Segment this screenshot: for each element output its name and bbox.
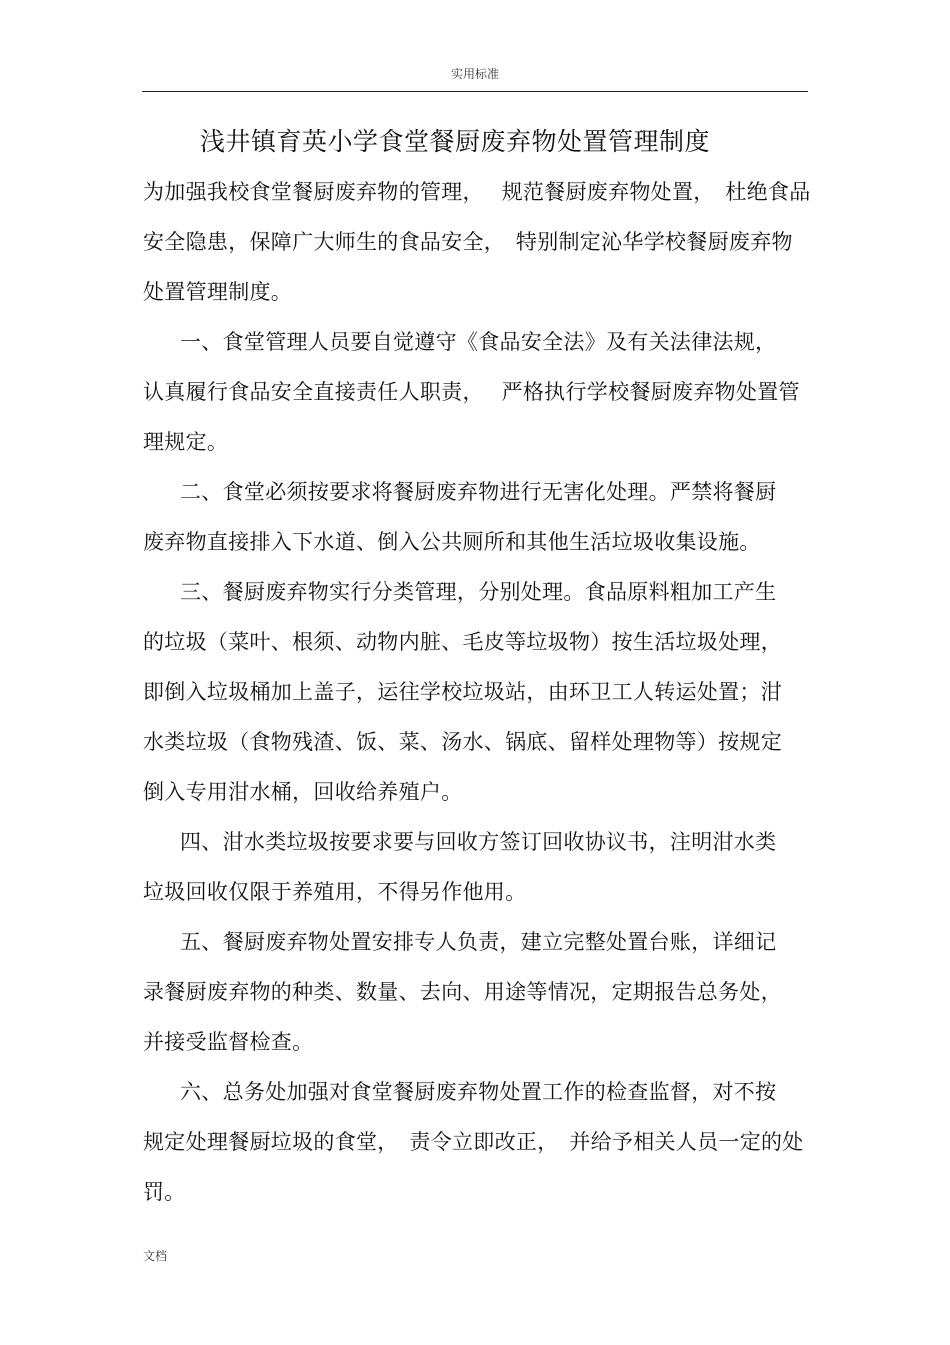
- body-line: 为加强我校食堂餐厨废弃物的管理， 规范餐厨废弃物处置， 杜绝食品: [143, 180, 811, 204]
- body-line: 三、餐厨废弃物实行分类管理，分别处理。食品原料粗加工产生: [180, 580, 777, 604]
- body-line: 理规定。: [143, 430, 229, 454]
- body-line: 规定处理餐厨垃圾的食堂， 责令立即改正， 并给予相关人员一定的处: [143, 1130, 804, 1154]
- body-line: 认真履行食品安全直接责任人职责， 严格执行学校餐厨废弃物处置管: [143, 380, 800, 404]
- body-line: 一、食堂管理人员要自觉遵守《食品安全法》及有关法律法规，: [180, 330, 777, 354]
- header-divider: [142, 91, 808, 92]
- page-header: 实用标准: [450, 67, 499, 81]
- body-line: 录餐厨废弃物的种类、数量、去向、用途等情况，定期报告总务处，: [143, 980, 782, 1004]
- body-line: 垃圾回收仅限于养殖用，不得另作他用。: [143, 880, 527, 904]
- body-line: 二、食堂必须按要求将餐厨废弃物进行无害化处理。严禁将餐厨: [180, 480, 777, 504]
- body-line: 倒入专用泔水桶，回收给养殖户。: [143, 780, 463, 804]
- body-line: 废弃物直接排入下水道、倒入公共厕所和其他生活垃圾收集设施。: [143, 530, 761, 554]
- body-line: 并接受监督检查。: [143, 1030, 314, 1054]
- body-line: 六、总务处加强对食堂餐厨废弃物处置工作的检查监督，对不按: [180, 1080, 777, 1104]
- body-line: 水类垃圾（食物残渣、饭、菜、汤水、锅底、留样处理物等）按规定: [143, 730, 782, 754]
- body-line: 即倒入垃圾桶加上盖子，运往学校垃圾站，由环卫工人转运处置；泔: [143, 680, 782, 704]
- body-line: 安全隐患，保障广大师生的食品安全， 特别制定沁华学校餐厨废弃物: [143, 230, 793, 254]
- body-line: 处置管理制度。: [143, 280, 293, 304]
- page-footer: 文档: [143, 1249, 168, 1263]
- body-line: 五、餐厨废弃物处置安排专人负责，建立完整处置台账，详细记: [180, 930, 777, 954]
- body-line: 的垃圾（菜叶、根须、动物内脏、毛皮等垃圾物）按生活垃圾处理，: [143, 630, 782, 654]
- body-line: 四、泔水类垃圾按要求要与回收方签订回收协议书，注明泔水类: [180, 830, 777, 854]
- body-line: 罚。: [143, 1180, 186, 1204]
- document-title: 浅井镇育英小学食堂餐厨废弃物处置管理制度: [199, 127, 710, 156]
